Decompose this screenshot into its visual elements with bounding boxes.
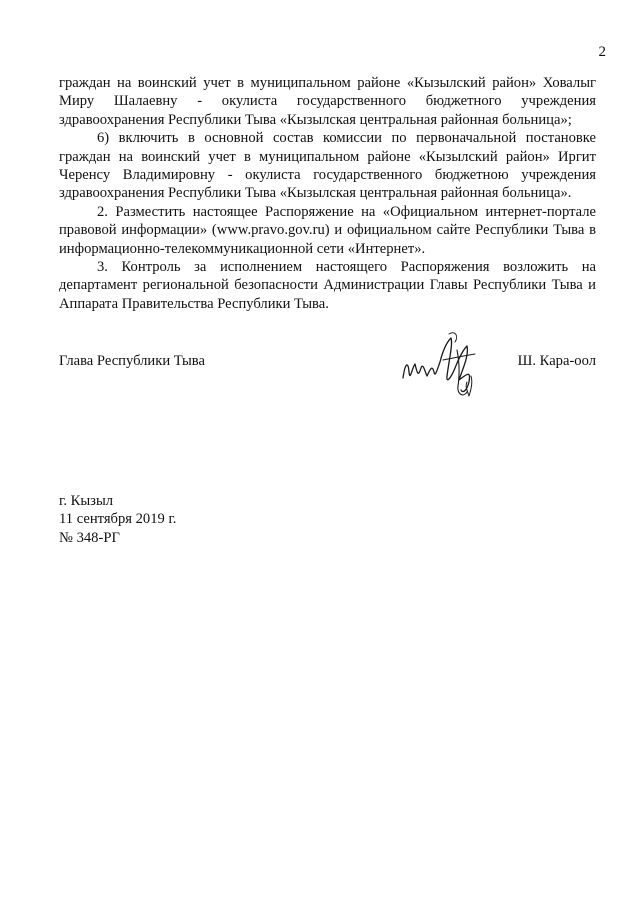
page-number: 2 — [598, 44, 606, 60]
document-footer — [59, 492, 176, 547]
signature-block — [59, 350, 596, 410]
paragraph-item-3: 3. Контроль за исполнением настоящего Распоряжения возложить на департамент региональной безопасности Администрации Главы Республики Тыва и Аппарата Правительства Республики Тыва. — [59, 259, 596, 312]
paragraph-item-2: 2. Разместить настоящее Распоряжение на «Официальном интернет-портале правовой информации» (www.pravo.gov.ru) и официальном сайте Республики Тыва в информационно-телекоммуникационной сети «Интернет». — [59, 203, 596, 257]
document-body — [59, 74, 596, 313]
footer-number: № 348-РГ — [59, 529, 120, 546]
signer-name: Ш. Кара-оол — [517, 353, 596, 369]
footer-city: г. Кызыл — [59, 493, 114, 509]
paragraph-continuation: граждан на воинский учет в муниципальном районе «Кызылский район» Ховалыг Миру Шалаевну - окулиста государственного бюджетного учреждения здравоохранения Республики Тыва «Кызылская центральная районная больница»; — [59, 75, 596, 128]
handwritten-signature — [397, 320, 497, 410]
signer-title: Глава Республики Тыва — [59, 353, 205, 369]
paragraph-item-6: 6) включить в основной состав комиссии по первоначальной постановке граждан на воинский учет в муниципальном районе «Кызылский район» Иргит Черенсу Владимировну - окулиста государственного бюджетною учреждения здравоохранения Республики Тыва «Кызылская центральная районная больница». — [59, 130, 596, 202]
footer-date: 11 сентября 2019 г. — [59, 511, 177, 528]
